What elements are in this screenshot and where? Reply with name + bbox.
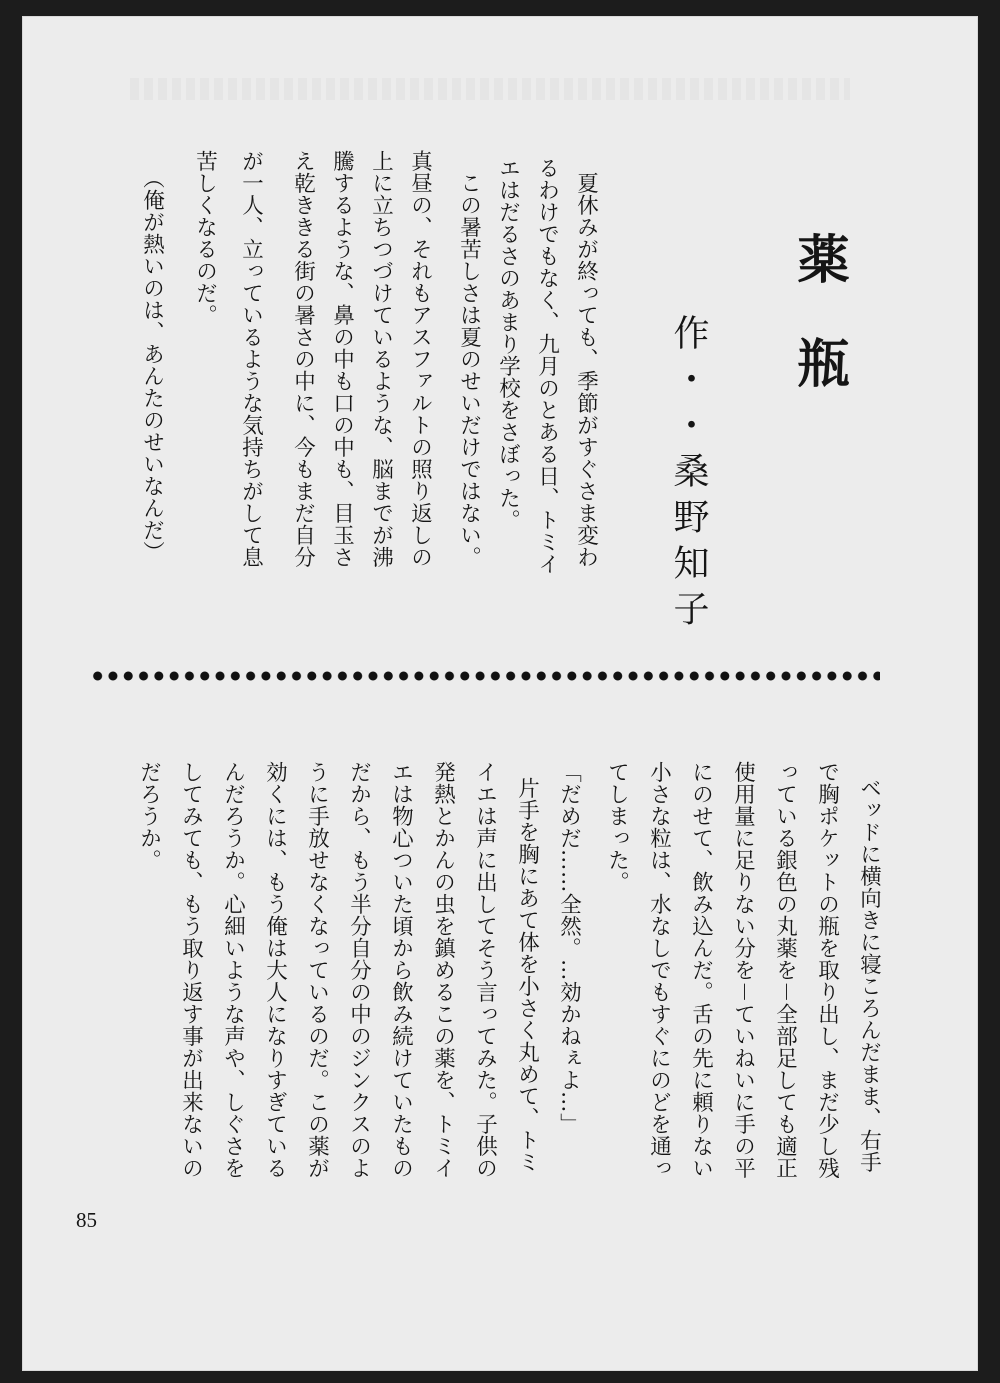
- lower-line: ベッドに横向きに寝ころんだまま、右手: [856, 777, 882, 1173]
- lower-line: んだろうか。心細いような声や、しぐさを: [220, 761, 246, 1179]
- story-title: 薬瓶: [788, 232, 849, 440]
- upper-line: 夏休みが終っても、季節がすぐさま変わ: [573, 172, 599, 568]
- upper-line: 騰するような、鼻の中も口の中も、目玉さ: [329, 150, 355, 568]
- lower-line: だろうか。: [136, 761, 162, 871]
- page-number: 85: [76, 1208, 97, 1232]
- author-byline: 作・・桑野知子: [668, 314, 709, 636]
- lower-line: だから、もう半分自分の中のジンクスのよ: [346, 761, 372, 1179]
- lower-line: 発熱とかんの虫を鎮めるこの薬を、トミイ: [430, 761, 456, 1179]
- lower-line: イエは声に出してそう言ってみた。子供の: [472, 761, 498, 1179]
- lower-line: っている銀色の丸薬を－全部足しても適正: [772, 761, 798, 1180]
- upper-line: が一人、立っているような気持ちがして息: [238, 150, 264, 568]
- upper-line: 真昼の、それもアスファルトの照り返しの: [407, 150, 433, 568]
- dotted-divider: [90, 669, 880, 683]
- lower-line: 効くには、もう俺は大人になりすぎている: [262, 761, 288, 1179]
- lower-line: エは物心ついた頃から飲み続けていたもの: [388, 761, 414, 1179]
- show-through-text: [130, 78, 850, 100]
- lower-line: てしまった。: [604, 761, 630, 893]
- upper-line: るわけでもなく、九月のとある日、トミイ: [534, 157, 560, 575]
- lower-line: してみても、もう取り返す事が出来ないの: [178, 761, 204, 1179]
- lower-line: で胸ポケットの瓶を取り出し、まだ少し残: [814, 761, 840, 1179]
- lower-line: 使用量に足りない分を－ていねいに手の平: [730, 761, 756, 1180]
- lower-line: 片手を胸にあて体を小さく丸めて、トミ: [514, 777, 540, 1173]
- upper-line: （俺が熱いのは、あんたのせいなんだ）: [139, 167, 165, 563]
- upper-line: この暑苦しさは夏のせいだけではない。: [456, 172, 482, 568]
- lower-line: 小さな粒は、水なしでもすぐにのどを通っ: [646, 761, 672, 1179]
- lower-line: 「だめだ……全然。…効かねぇよ…」: [556, 761, 582, 1135]
- upper-line: 上に立ちつづけているような、脳までが沸: [368, 150, 394, 568]
- upper-line: え乾ききる街の暑さの中に、今もまだ自分: [290, 150, 316, 568]
- upper-line: エはだるさのあまり学校をさぼった。: [495, 157, 521, 531]
- lower-line: にのせて、飲み込んだ。舌の先に頼りない: [688, 761, 714, 1179]
- upper-line: 苦しくなるのだ。: [192, 150, 218, 326]
- lower-line: うに手放せなくなっているのだ。この薬が: [304, 761, 330, 1179]
